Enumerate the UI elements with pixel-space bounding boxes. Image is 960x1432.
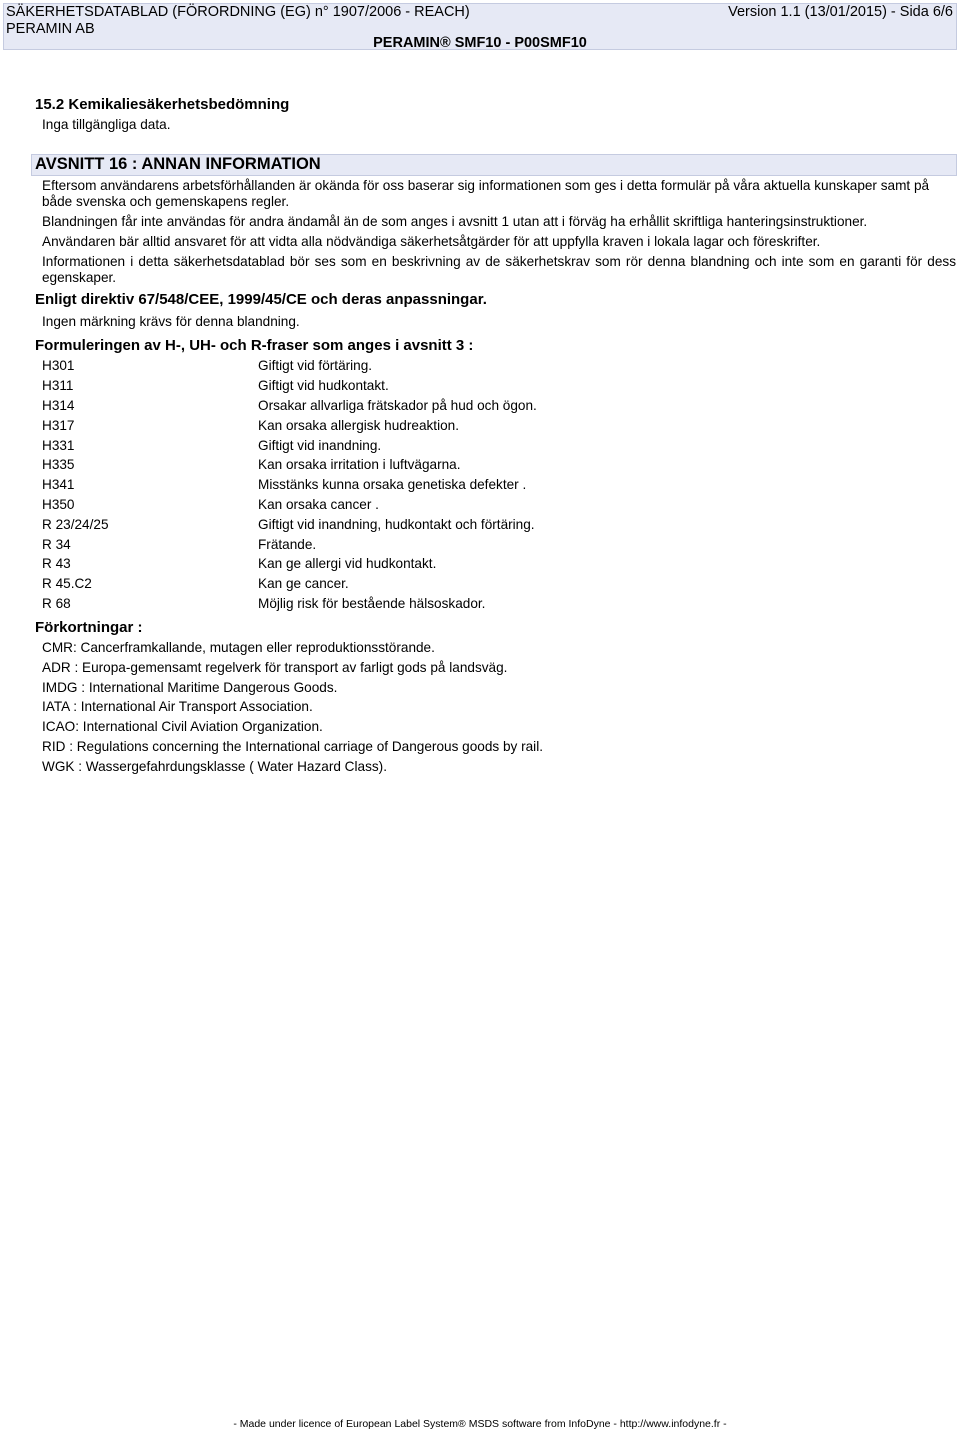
product-name: PERAMIN® SMF10 - P00SMF10 [373,35,587,51]
section-16-title: AVSNITT 16 : ANNAN INFORMATION [35,155,321,173]
phrase-text: Misstänks kunna orsaka genetiska defekter . [258,477,527,492]
abbreviation-item: IATA : International Air Transport Association. [42,699,313,714]
abbreviation-item: CMR: Cancerframkallande, mutagen eller reproduktionsstörande. [42,640,435,655]
phrase-code: R 34 [42,537,71,552]
section-15-2-text: Inga tillgängliga data. [42,117,171,132]
phrase-text: Giftigt vid inandning, hudkontakt och förtäring. [258,517,535,532]
paragraph-3: Användaren bär alltid ansvaret för att vidta alla nödvändiga säkerhetsåtgärder för att uppfylla kraven i lokala lagar och föreskrifter. [42,234,821,249]
paragraph-1: Eftersom användarens arbetsförhållanden är okända för oss baserar sig informationen som ges i detta formulär på våra aktuella kunskaper samt på både svenska och gemenskapens regler. [42,178,930,209]
phrase-code: H335 [42,457,75,472]
version-info: Version 1.1 (13/01/2015) - Sida 6/6 [728,4,953,20]
abbreviation-item: IMDG : International Maritime Dangerous Goods. [42,680,338,695]
phrase-text: Kan orsaka allergisk hudreaktion. [258,418,459,433]
phrase-code: H341 [42,477,75,492]
phrase-code: R 68 [42,596,71,611]
phrase-text: Frätande. [258,537,317,552]
company-name: PERAMIN AB [6,21,95,37]
phrase-text: Kan ge cancer. [258,576,349,591]
phrase-text: Kan orsaka irritation i luftvägarna. [258,457,461,472]
phrase-code: H350 [42,497,75,512]
phrase-text: Orsakar allvarliga frätskador på hud och ögon. [258,398,537,413]
paragraph-4: Informationen i detta säkerhetsdatablad bör ses som en beskrivning av de säkerhetskrav som rör denna blandning och inte som en garanti för dess egenskaper. [42,254,956,285]
abbreviation-item: ICAO: International Civil Aviation Organization. [42,719,323,734]
phrase-code: H314 [42,398,75,413]
paragraph-2: Blandningen får inte användas för andra ändamål än de som anges i avsnitt 1 utan att i förväg ha erhållit skriftliga hanteringsinstruktioner. [42,214,868,229]
phrase-code: H301 [42,358,75,373]
abbreviation-item: RID : Regulations concerning the International carriage of Dangerous goods by rail. [42,739,543,754]
phrase-code: H331 [42,438,75,453]
phrase-text: Kan orsaka cancer . [258,497,379,512]
document-title: SÄKERHETSDATABLAD (FÖRORDNING (EG) n° 1907/2006 - REACH) [6,4,470,20]
phrases-heading: Formuleringen av H-, UH- och R-fraser som anges i avsnitt 3 : [35,337,474,354]
phrase-code: H317 [42,418,75,433]
phrase-code: H311 [42,378,74,393]
phrase-code: R 43 [42,556,71,571]
section-15-2-heading: 15.2 Kemikaliesäkerhetsbedömning [35,96,290,113]
section-16-bar [31,154,957,176]
directive-heading: Enligt direktiv 67/548/CEE, 1999/45/CE och deras anpassningar. [35,291,487,308]
abbreviation-item: WGK : Wassergefahrdungsklasse ( Water Hazard Class). [42,759,387,774]
abbreviation-item: ADR : Europa-gemensamt regelverk för transport av farligt gods på landsväg. [42,660,508,675]
phrase-text: Giftigt vid inandning. [258,438,382,453]
page-header [3,3,957,50]
phrase-code: R 45.C2 [42,576,92,591]
phrase-text: Giftigt vid förtäring. [258,358,373,373]
phrase-text: Giftigt vid hudkontakt. [258,378,389,393]
page-footer: - Made under licence of European Label System® MSDS software from InfoDyne - http://www.infodyne.fr - [233,1418,727,1430]
phrase-text: Kan ge allergi vid hudkontakt. [258,556,437,571]
phrase-text: Möjlig risk för bestående hälsoskador. [258,596,486,611]
directive-text: Ingen märkning krävs för denna blandning. [42,314,300,329]
abbreviations-heading: Förkortningar : [35,619,143,636]
phrase-code: R 23/24/25 [42,517,109,532]
